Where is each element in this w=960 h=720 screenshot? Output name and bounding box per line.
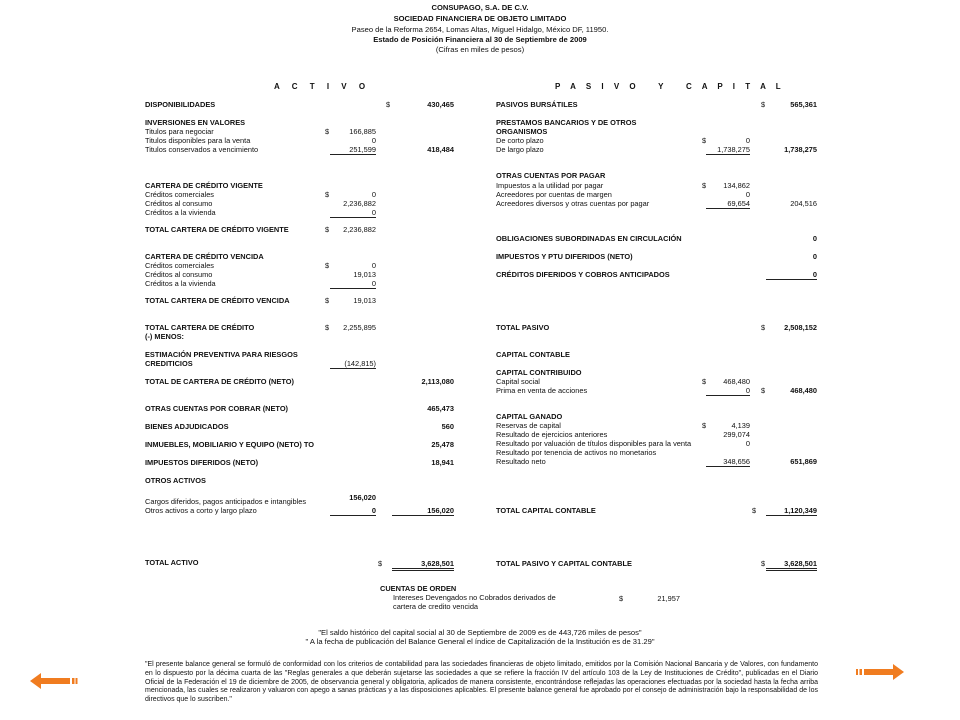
inmuebles-label: INMUEBLES, MOBILIARIO Y EQUIPO (NETO) TO [145,440,315,449]
cuentas-orden-currency: $ [619,594,624,603]
disponibilidades-label: DISPONIBILIDADES [145,100,216,109]
bienes-label: BIENES ADJUDICADOS [145,422,229,431]
arrow-left-icon [30,672,80,690]
prestamos-value-2: 1,738,275 [706,145,750,155]
total-cartera-label: TOTAL CARTERA DE CRÉDITO [145,323,255,332]
otros-activos-label: OTROS ACTIVOS [145,476,206,485]
ganado-label: CAPITAL GANADO [496,412,563,421]
ganado-item-3: Resultado por valuación de títulos disponibles para la venta [496,439,692,448]
otros-activos-total: 156,020 [392,506,454,516]
contribuido-label: CAPITAL CONTRIBUIDO [496,368,582,377]
total-activo-currency: $ [378,559,383,568]
ganado-item-4: Resultado por tenencia de activos no monetarios [496,448,657,457]
total-pasivo-capital-currency: $ [761,559,766,568]
total-capital-value: 1,120,349 [766,506,817,516]
total-cartera-value: 2,255,895 [343,323,376,332]
otras-cxp-item-3: Acreedores diversos y otras cuentas por pagar [496,199,650,208]
company-type: SOCIEDAD FINANCIERA DE OBJETO LIMITADO [393,14,567,23]
total-capital-label: TOTAL CAPITAL CONTABLE [496,506,596,515]
vencida-total-currency: $ [325,296,330,305]
vencida-currency: $ [325,261,330,270]
vigente-label: CARTERA DE CRÉDITO VIGENTE [145,181,263,190]
ganado-value-2: 299,074 [723,430,750,439]
vencida-item-2: Créditos al consumo [145,270,213,279]
otras-cxc-label: OTRAS CUENTAS POR COBRAR (NETO) [145,404,289,413]
ganado-item-1: Reservas de capital [496,421,561,430]
inmuebles-value: 25,478 [431,440,454,449]
cartera-neto-label: TOTAL DE CARTERA DE CRÉDITO (NETO) [145,377,294,386]
vencida-item-3: Créditos a la vivienda [145,279,216,288]
prestamos-label-2: ORGANISMOS [496,127,548,136]
total-pasivo-currency: $ [761,323,766,332]
inversiones-item-3: Titulos conservados a vencimiento [145,145,259,154]
ganado-item-2: Resultado de ejercicios anteriores [496,430,608,439]
vencida-label: CARTERA DE CRÉDITO VENCIDA [145,252,264,261]
vigente-currency: $ [325,190,330,199]
impuestos-label: IMPUESTOS DIFERIDOS (NETO) [145,458,259,467]
vencida-value-1: 0 [371,261,376,270]
total-activo-value: 3,628,501 [392,559,454,571]
ganado-currency: $ [702,421,707,430]
prestamos-total: 1,738,275 [784,145,817,154]
inversiones-currency: $ [325,127,330,136]
ganado-value-3: 0 [745,439,750,448]
total-pasivo-capital-value: 3,628,501 [766,559,817,571]
activo-title: A C T I V O [274,82,371,91]
impuestos-value: 18,941 [431,458,454,467]
company-name: CONSUPAGO, S.A. DE C.V. [431,3,529,12]
otros-activos-item-2: Otros activos a corto y largo plazo [145,506,257,515]
inversiones-item-1: Titulos para negociar [145,127,214,136]
creditos-diferidos-label: CRÉDITOS DIFERIDOS Y COBROS ANTICIPADOS [496,270,670,279]
prestamos-item-2: De largo plazo [496,145,544,154]
vigente-item-1: Créditos comerciales [145,190,215,199]
otras-cxp-total: 204,516 [790,199,817,208]
estimacion-label-1: ESTIMACIÓN PREVENTIVA PARA RIESGOS [145,350,298,359]
contribuido-item-1: Capital social [496,377,540,386]
pasivo-title: P A S I V O Y C A P I T A L [555,82,785,91]
otros-activos-item-1: Cargos diferidos, pagos anticipados e intangibles [145,497,307,506]
contribuido-value-2: 0 [706,386,750,396]
estimacion-label-2: CREDITICIOS [145,359,193,368]
vencida-total: 19,013 [353,296,376,305]
bursatiles-label: PASIVOS BURSÁTILES [496,100,578,109]
creditos-diferidos-value: 0 [766,270,817,280]
vencida-value-3: 0 [330,279,376,289]
total-pasivo-value: 2,508,152 [784,323,817,332]
contribuido-total: 468,480 [790,386,817,395]
prestamos-item-1: De corto plazo [496,136,544,145]
otras-cxp-value-3: 69,654 [706,199,750,209]
vigente-value-2: 2,236,882 [343,199,376,208]
otros-activos-value-1: 156,020 [349,493,376,502]
otras-cxp-item-2: Acreedores por cuentas de margen [496,190,612,199]
inversiones-value-1: 166,885 [349,127,376,136]
prestamos-label-1: PRESTAMOS BANCARIOS Y DE OTROS [496,118,637,127]
contribuido-currency: $ [702,377,707,386]
total-pasivo-capital-label: TOTAL PASIVO Y CAPITAL CONTABLE [496,559,632,568]
ptu-value: 0 [812,252,817,261]
vigente-item-3: Créditos a la vivienda [145,208,216,217]
menos-label: (-) MENOS: [145,332,184,341]
legal-disclaimer: "El presente balance general se formuló de conformidad con los criterios de contabilidad para las sociedades financieras de objeto limitado, emitidos por la Comisión Nacional Bancaria y de Valores, con fundamento en lo dispuesto por la décima cuarta de las "Reglas generales a que deberán sujetarse las sociedades a que se refiere la fracción IV del artículo 103 de la Ley de Instituciones de Crédito", publicadas en el Diario Oficial de la Federación el 19 de diciembre de 2005, de observancia general y obligatoria, aplicados de manera consistente, encontrándose reflejadas las operaciones efectuadas por la sociedad hasta la fecha arriba mencionada, las cuales se realizaron y valuaron con apego a sanas prácticas y a las disposiciones aplicables. El presente balance general fue aprobado por el consejo de administración bajo la responsabilidad de los directivos que lo suscriben." [145,661,818,704]
ganado-total: 651,869 [790,457,817,466]
vencida-value-2: 19,013 [353,270,376,279]
otras-cxp-label: OTRAS CUENTAS POR PAGAR [496,171,606,180]
next-page-button[interactable] [854,663,904,681]
otras-cxp-value-2: 0 [745,190,750,199]
obligaciones-label: OBLIGACIONES SUBORDINADAS EN CIRCULACIÓN [496,234,682,243]
inversiones-label: INVERSIONES EN VALORES [145,118,246,127]
otras-cxp-item-1: Impuestos a la utilidad por pagar [496,181,604,190]
vigente-item-2: Créditos al consumo [145,199,213,208]
bursatiles-currency: $ [761,100,766,109]
inversiones-value-3: 251,599 [330,145,376,155]
estimacion-value: (142,815) [330,359,376,369]
vigente-value-1: 0 [371,190,376,199]
ptu-label: IMPUESTOS Y PTU DIFERIDOS (NETO) [496,252,633,261]
contribuido-value-1: 468,480 [723,377,750,386]
inversiones-value-2: 0 [371,136,376,145]
obligaciones-value: 0 [812,234,817,243]
vigente-value-3: 0 [330,208,376,218]
total-pasivo-label: TOTAL PASIVO [496,323,550,332]
previous-page-button[interactable] [30,672,80,690]
statement-title: Estado de Posición Financiera al 30 de Septiembre de 2009 [373,35,587,44]
otros-activos-value-2: 0 [330,506,376,516]
vigente-total-currency: $ [325,225,330,234]
otras-cxp-value-1: 134,862 [723,181,750,190]
otras-cxc-value: 465,473 [427,404,454,413]
prestamos-currency: $ [702,136,707,145]
prestamos-value-1: 0 [745,136,750,145]
total-cartera-currency: $ [325,323,330,332]
total-capital-currency: $ [752,506,757,515]
ganado-value-1: 4,139 [731,421,750,430]
company-address: Paseo de la Reforma 2654, Lomas Altas, Miguel Hidalgo, México DF, 11950. [351,25,609,34]
statement-units: (Cifras en miles de pesos) [435,45,525,54]
total-activo-label: TOTAL ACTIVO [145,558,199,567]
ganado-value-5: 348,656 [706,457,750,467]
vigente-total-label: TOTAL CARTERA DE CRÉDITO VIGENTE [145,225,289,234]
ganado-item-5: Resultado neto [496,457,546,466]
arrow-right-icon [854,663,904,681]
cuentas-orden-item-1: Intereses Devengados no Cobrados derivados de [393,593,556,602]
cuentas-orden-value: 21,957 [657,594,680,603]
footnote-capital: "El saldo histórico del capital social al 30 de Septiembre de 2009 es de 443,726 miles de pesos" [318,628,642,637]
cuentas-orden-item-2: cartera de credito vencida [393,602,479,611]
vencida-total-label: TOTAL CARTERA DE CRÉDITO VENCIDA [145,296,290,305]
bienes-value: 560 [441,422,454,431]
contribuido-item-2: Prima en venta de acciones [496,386,588,395]
cartera-neto-value: 2,113,080 [421,377,454,386]
capital-contable-label: CAPITAL CONTABLE [496,350,570,359]
disponibilidades-total: 430,465 [427,100,454,109]
vencida-item-1: Créditos comerciales [145,261,215,270]
footnote-capitalizacion: " A la fecha de publicación del Balance General el índice de Capitalización de la Institución es de 31.29" [305,637,655,646]
otras-cxp-currency: $ [702,181,707,190]
bursatiles-value: 565,361 [790,100,817,109]
contribuido-total-currency: $ [761,386,766,395]
disponibilidades-currency: $ [386,100,391,109]
inversiones-total: 418,484 [427,145,454,154]
vigente-total: 2,236,882 [343,225,376,234]
inversiones-item-2: Titulos disponibles para la venta [145,136,251,145]
cuentas-orden-label: CUENTAS DE ORDEN [380,584,457,593]
